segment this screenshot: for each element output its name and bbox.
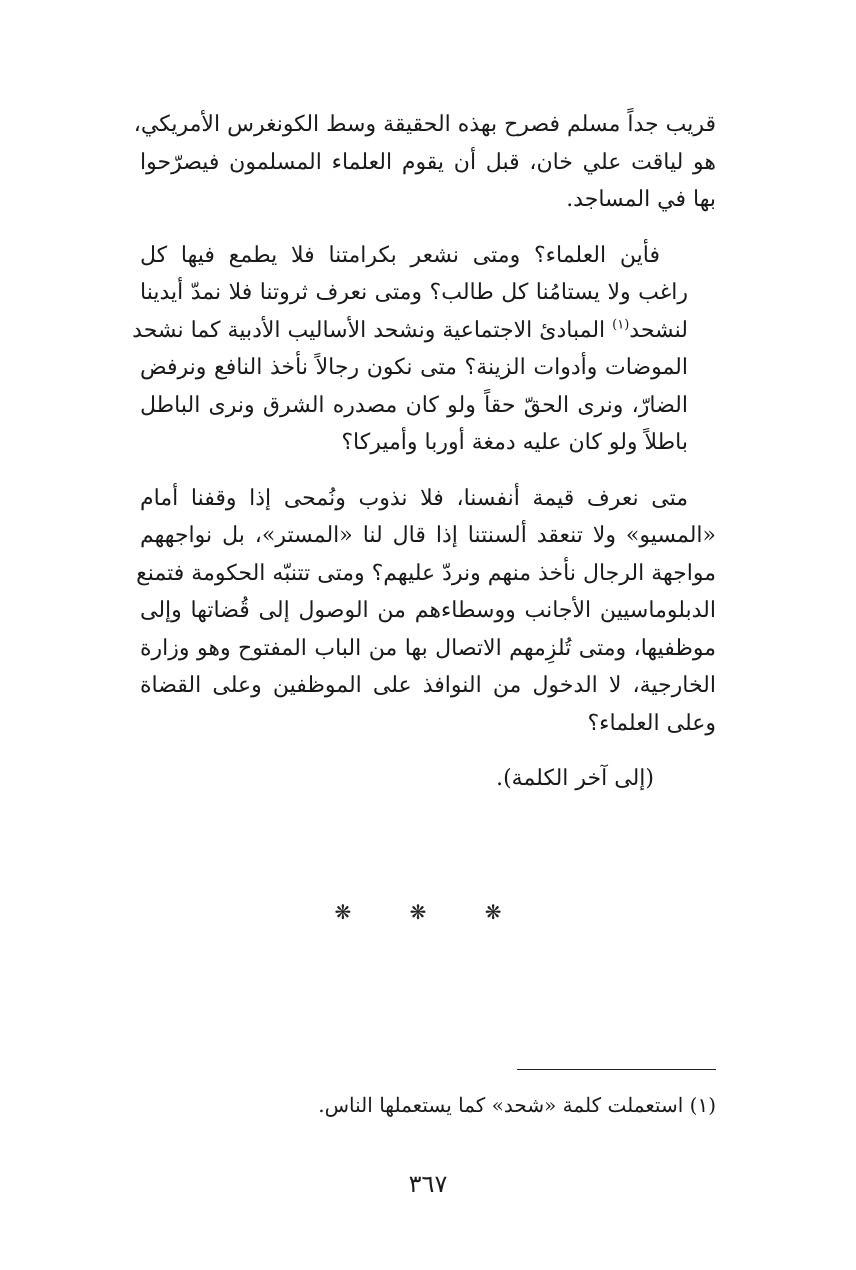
asterism-icon: ❋ (409, 900, 447, 924)
text-line: فأين العلماء؟ ومتى نشعر بكرامتنا فلا يطمع فيها كل (140, 242, 660, 268)
text-line: مواجهة الرجال نأخذ منهم ونردّ عليهم؟ ومتى تتنبّه الحكومة فتمنع (136, 560, 716, 586)
footnote-reference[interactable]: (١) (612, 317, 630, 333)
body-text (132, 106, 716, 798)
text-fragment: لنشحد (629, 317, 688, 343)
text-line: بها في المساجد. (566, 187, 716, 212)
text-line: «المسيو» ولا تنعقد ألسنتنا إذا قال لنا «المستر»، بل نواجههم (140, 523, 716, 548)
text-line: الدبلوماسيين الأجانب ووسطاءهم من الوصول إلى قُضاتها وإلى (140, 598, 716, 623)
text-line: وعلى العلماء؟ (587, 710, 716, 736)
paragraph-2 (132, 237, 716, 462)
asterism-icon: ❋ (334, 900, 372, 924)
text-fragment: المبادئ الاجتماعية ونشحد الأساليب الأدبية كما نشحد (132, 317, 606, 343)
paragraph-3 (136, 480, 716, 743)
text-line: الموضات وأدوات الزينة؟ متى نكون رجالاً نأخذ النافع ونرفض (140, 355, 688, 380)
text-line: هو لياقت علي خان، قبل أن يقوم العلماء المسلمون فيصرّحوا (140, 149, 716, 175)
text-line: باطلاً ولو كان عليه دمغة أوربا وأميركا؟ (341, 430, 688, 455)
section-ornament (0, 900, 856, 924)
text-line: قريب جداً مسلم فصرح بهذه الحقيقة وسط الكونغرس الأمريكي، (133, 112, 716, 137)
text-line: متى نعرف قيمة أنفسنا، فلا نذوب ونُمحى إذا وقفنا أمام (140, 485, 688, 511)
text-line-with-footnote (132, 312, 716, 350)
footnote-divider (517, 1069, 716, 1070)
text-line: الضارّ، ونرى الحقّ حقاً ولو كان مصدره الشرق ونرى الباطل (140, 392, 688, 418)
text-line: موظفيها، ومتى تُلزِمهم الاتصال بها من الباب المفتوح وهو وزارة (140, 635, 716, 661)
asterism-icon: ❋ (484, 900, 522, 924)
text-line: راغب ولا يستامُنا كل طالب؟ ومتى نعرف ثروتنا فلا نمدّ أيدينا (140, 280, 688, 305)
paragraph-1 (133, 106, 716, 219)
text-line: الخارجية، لا الدخول من النوافذ على الموظفين وعلى القضاة (140, 673, 716, 698)
page-number: ٣٦٧ (408, 1170, 448, 1198)
closing-line: (إلى آخر الكلمة). (496, 766, 654, 791)
footnote: (١) استعملت كلمة «شحد» كما يستعملها الناس. (318, 1093, 716, 1117)
